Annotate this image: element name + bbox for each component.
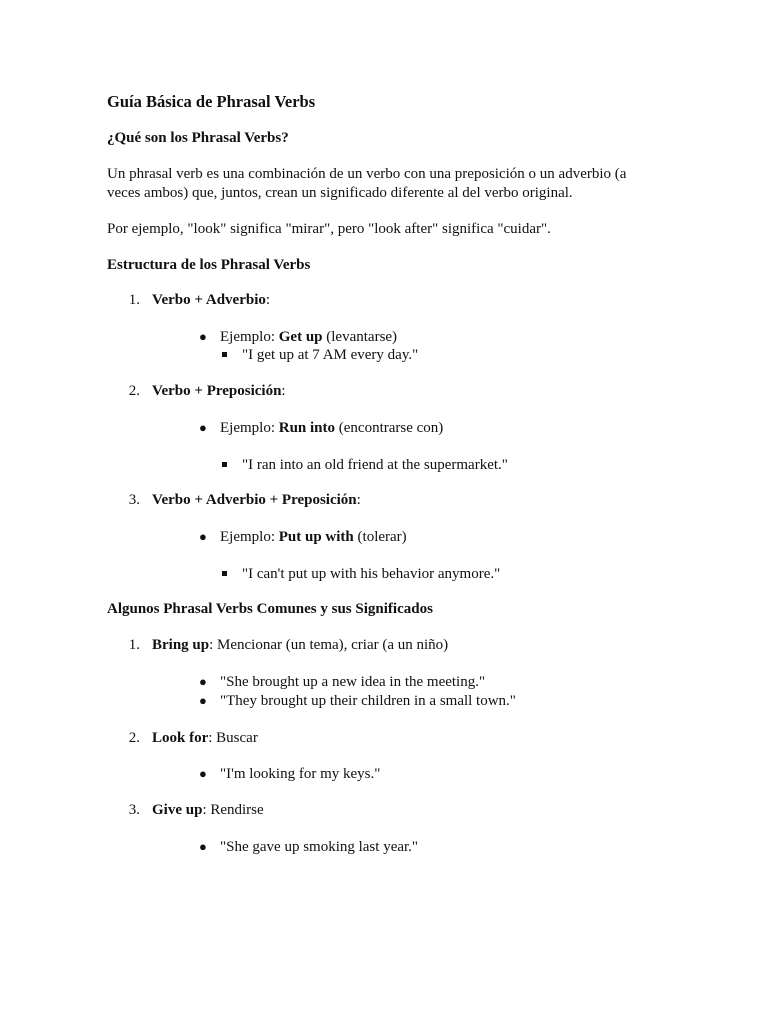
- list-number: 2.: [128, 383, 140, 399]
- example-sentence-3: "I can't put up with his behavior anymore.": [242, 566, 501, 582]
- plus-sign: +: [190, 492, 206, 508]
- plus-sign: +: [190, 292, 206, 308]
- bullet-icon: ●: [199, 766, 207, 781]
- phrasal-verb: Bring up: [152, 637, 210, 653]
- structure-part: Verbo: [152, 383, 191, 399]
- structure-part: Preposición: [281, 492, 357, 508]
- verb-meaning: : Buscar: [208, 730, 258, 746]
- verb-meaning: : Rendirse: [202, 802, 264, 818]
- example-line-3: [220, 528, 407, 546]
- list-number: 3.: [128, 492, 140, 508]
- list-number: 2.: [128, 730, 140, 746]
- phrasal-verb: Look for: [152, 730, 209, 746]
- square-bullet-icon: [222, 462, 227, 467]
- list-number: 1.: [128, 637, 140, 653]
- example-meaning: (levantarse): [322, 329, 398, 345]
- intro-paragraph: Un phrasal verb es una combinación de un verbo con una preposición o un adverbio (a veces ambos) que, juntos, crean un significado diferente al del verbo original.: [107, 166, 627, 201]
- structure-item-2: [152, 382, 286, 400]
- bullet-icon: ●: [199, 839, 207, 854]
- structure-item-3: [152, 491, 361, 509]
- structure-part: Preposición: [206, 383, 282, 399]
- section-heading-what: ¿Qué son los Phrasal Verbs?: [107, 130, 289, 146]
- common-item-2: [152, 729, 258, 747]
- example-meaning: (encontrarse con): [335, 420, 444, 436]
- bullet-icon: ●: [199, 420, 207, 435]
- phrasal-verb: Give up: [152, 802, 203, 818]
- section-heading-structure: Estructura de los Phrasal Verbs: [107, 257, 311, 273]
- list-number: 1.: [128, 292, 140, 308]
- example-meaning: (tolerar): [353, 529, 407, 545]
- example-sentence-2: "I ran into an old friend at the supermarket.": [242, 457, 508, 473]
- common-example: "She gave up smoking last year.": [220, 839, 419, 855]
- colon: :: [281, 383, 286, 399]
- bullet-icon: ●: [199, 674, 207, 689]
- page-title: Guía Básica de Phrasal Verbs: [107, 92, 316, 111]
- bullet-icon: ●: [199, 693, 207, 708]
- bullet-icon: ●: [199, 529, 207, 544]
- structure-part: Verbo: [152, 292, 191, 308]
- example-prefix: Ejemplo:: [220, 529, 279, 545]
- example-paragraph: Por ejemplo, "look" significa "mirar", pero "look after" significa "cuidar".: [107, 221, 551, 237]
- example-verb: Run into: [278, 420, 336, 436]
- square-bullet-icon: [222, 571, 227, 576]
- plus-sign: +: [265, 492, 282, 508]
- bullet-icon: ●: [199, 329, 207, 344]
- example-line-1: [220, 328, 397, 346]
- common-example: "I'm looking for my keys.": [220, 766, 381, 782]
- example-prefix: Ejemplo:: [220, 329, 279, 345]
- structure-part: Adverbio: [205, 292, 266, 308]
- plus-sign: +: [190, 383, 207, 399]
- example-sentence-1: "I get up at 7 AM every day.": [242, 347, 419, 363]
- common-example: "They brought up their children in a small town.": [220, 693, 516, 709]
- verb-meaning: : Mencionar (un tema), criar (a un niño): [209, 637, 449, 653]
- section-heading-common: Algunos Phrasal Verbs Comunes y sus Significados: [107, 601, 433, 617]
- example-verb: Put up with: [278, 529, 354, 545]
- colon: :: [265, 292, 271, 308]
- square-bullet-icon: [222, 352, 227, 357]
- example-prefix: Ejemplo:: [220, 420, 279, 436]
- common-item-3: [152, 801, 264, 819]
- common-example: "She brought up a new idea in the meeting.": [220, 674, 486, 690]
- list-number: 3.: [128, 802, 140, 818]
- structure-part: Adverbio: [205, 492, 266, 508]
- colon: :: [356, 492, 361, 508]
- structure-item-1: [152, 291, 270, 309]
- example-line-2: [220, 419, 443, 437]
- common-item-1: [152, 636, 448, 654]
- structure-part: Verbo: [152, 492, 191, 508]
- example-verb: Get up: [278, 329, 323, 345]
